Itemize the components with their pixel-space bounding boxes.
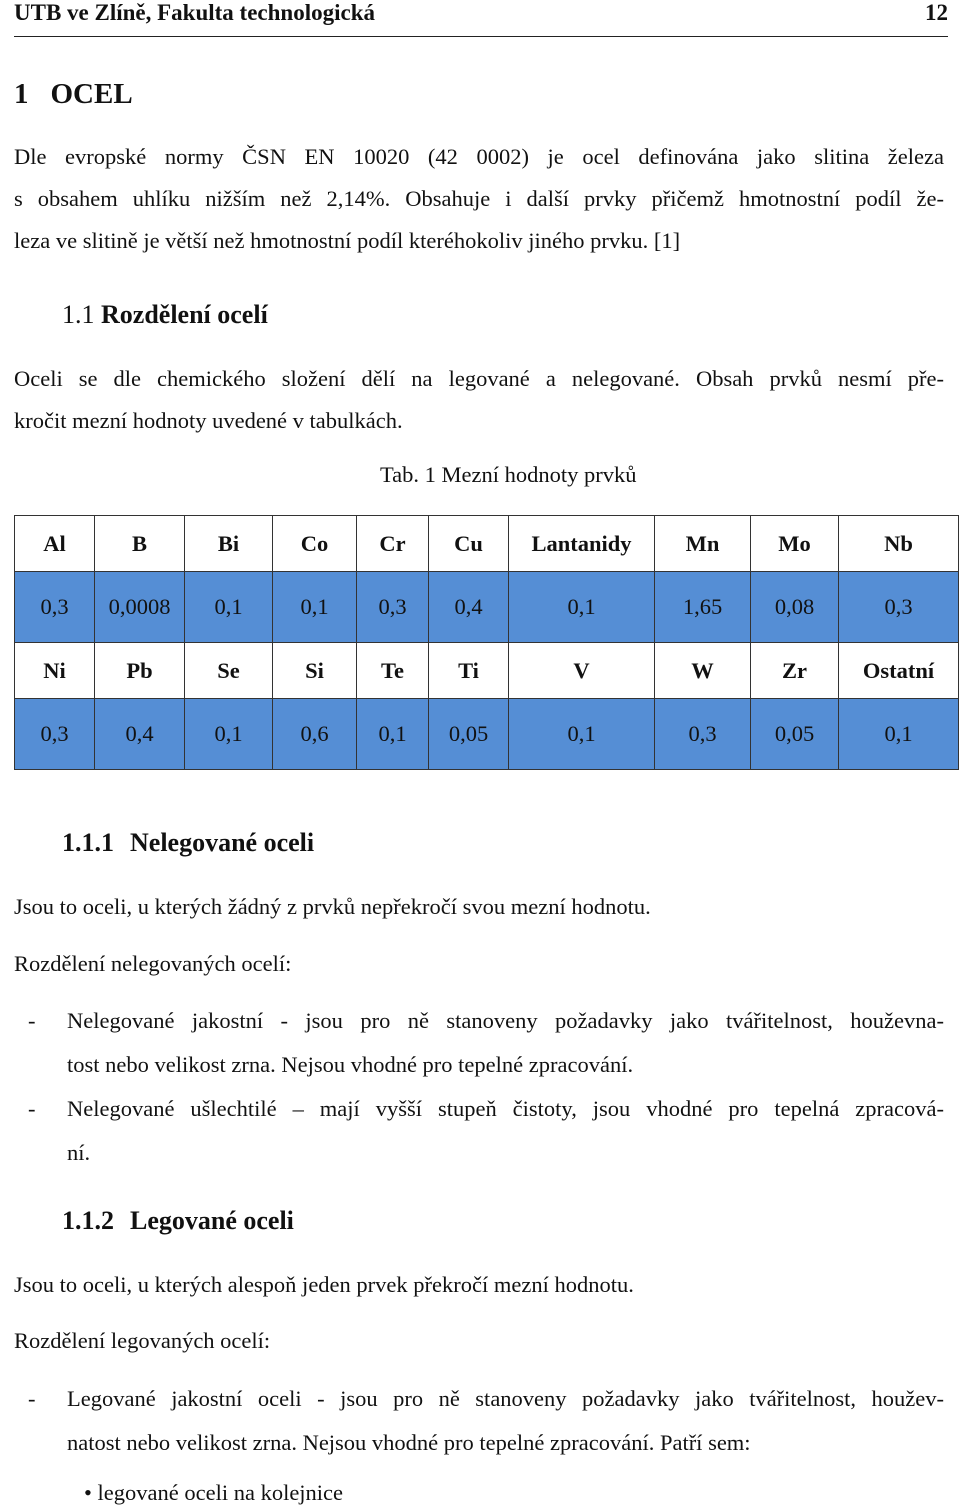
intro-line: leza ve slitině je větší než hmotnostní podíl kteréhokoliv jiného prvku. [1] (14, 228, 681, 253)
list-line: ní. (67, 1140, 91, 1165)
paragraph: Rozdělení legovaných ocelí: (14, 1328, 271, 1353)
list-item (14, 999, 944, 1087)
chapter-title: OCEL (50, 78, 133, 110)
list-item (14, 1377, 944, 1465)
paragraph: Rozdělení nelegovaných ocelí: (14, 951, 292, 976)
limit-value: 0,3 (655, 699, 751, 770)
element-name: Co (273, 516, 357, 572)
table-row (15, 643, 959, 699)
subsection-title: Legované oceli (130, 1206, 294, 1235)
subsection-title: Nelegované oceli (130, 828, 315, 857)
limit-value: 0,1 (273, 572, 357, 643)
element-name: Ni (15, 643, 95, 699)
list-dash: - (28, 1096, 36, 1121)
limit-value: 0,3 (357, 572, 429, 643)
bullet-item (84, 1480, 343, 1506)
limit-value: 0,3 (15, 699, 95, 770)
limit-value: 0,3 (15, 572, 95, 643)
chapter-number: 1 (14, 78, 29, 110)
limit-value: 0,1 (185, 699, 273, 770)
element-name: Nb (839, 516, 959, 572)
element-name: Mn (655, 516, 751, 572)
chapter-heading (14, 78, 133, 111)
section-title: Rozdělení ocelí (101, 300, 268, 329)
list-dash: - (28, 1008, 36, 1033)
bullet-icon: • (84, 1480, 92, 1505)
limit-value: 1,65 (655, 572, 751, 643)
section-line: Oceli se dle chemického složení dělí na legované a nelegované. Obsah prvků nesmí pře- (14, 366, 944, 391)
element-name: Te (357, 643, 429, 699)
element-name: Ostatní (839, 643, 959, 699)
intro-line: Dle evropské normy ČSN EN 10020 (42 0002) je ocel definována jako slitina železa (14, 144, 944, 169)
page-header (14, 0, 948, 37)
limit-value: 0,1 (357, 699, 429, 770)
element-name: Cu (429, 516, 509, 572)
element-name: V (509, 643, 655, 699)
list-line: Nelegované ušlechtilé – mají vyšší stupeň čistoty, jsou vhodné pro tepelná zpracová- (67, 1096, 944, 1121)
element-name: Lantanidy (509, 516, 655, 572)
subsection-number: 1.1.1 (62, 828, 114, 857)
limit-value: 0,08 (751, 572, 839, 643)
limit-value: 0,1 (509, 572, 655, 643)
limit-value: 0,6 (273, 699, 357, 770)
element-name: Pb (95, 643, 185, 699)
element-name: Zr (751, 643, 839, 699)
list-item (14, 1087, 944, 1175)
list-line: Legované jakostní oceli - jsou pro ně stanoveny požadavky jako tvářitelnost, houžev- (67, 1386, 944, 1411)
paragraph: Jsou to oceli, u kterých alespoň jeden prvek překročí mezní hodnotu. (14, 1272, 634, 1297)
subsection-number: 1.1.2 (62, 1206, 114, 1235)
intro-paragraph (14, 136, 944, 262)
element-name: Ti (429, 643, 509, 699)
table-row (15, 516, 959, 572)
table-row (15, 699, 959, 770)
limit-value: 0,1 (185, 572, 273, 643)
section-heading (62, 300, 268, 330)
limit-value: 0,1 (839, 699, 959, 770)
bullet-text: legované oceli na kolejnice (97, 1480, 344, 1505)
limit-value: 0,0008 (95, 572, 185, 643)
element-name: Si (273, 643, 357, 699)
limit-value: 0,3 (839, 572, 959, 643)
element-name: B (95, 516, 185, 572)
section-number: 1.1 (62, 300, 95, 329)
list-line: Nelegované jakostní - jsou pro ně stanoveny požadavky jako tvářitelnost, houževna- (67, 1008, 944, 1033)
limit-value: 0,05 (429, 699, 509, 770)
table-row (15, 572, 959, 643)
element-name: Se (185, 643, 273, 699)
section-line: kročit mezní hodnoty uvedené v tabulkách. (14, 408, 403, 433)
element-name: W (655, 643, 751, 699)
limit-value: 0,1 (509, 699, 655, 770)
list-line: natost nebo velikost zrna. Nejsou vhodné pro tepelné zpracování. Patří sem: (67, 1430, 751, 1455)
element-name: Mo (751, 516, 839, 572)
limit-value: 0,4 (429, 572, 509, 643)
paragraph: Jsou to oceli, u kterých žádný z prvků nepřekročí svou mezní hodnotu. (14, 894, 651, 919)
element-name: Al (15, 516, 95, 572)
list-line: tost nebo velikost zrna. Nejsou vhodné pro tepelné zpracování. (67, 1052, 634, 1077)
intro-line: s obsahem uhlíku nižším než 2,14%. Obsahuje i další prvky přičemž hmotnostní podíl že- (14, 186, 944, 211)
limits-table (14, 515, 959, 770)
subsection-heading (62, 828, 314, 858)
list-dash: - (28, 1386, 36, 1411)
element-name: Bi (185, 516, 273, 572)
limit-value: 0,4 (95, 699, 185, 770)
header-institution: UTB ve Zlíně, Fakulta technologická (14, 0, 375, 25)
limit-value: 0,05 (751, 699, 839, 770)
subsection-heading (62, 1206, 294, 1236)
table-caption: Tab. 1 Mezní hodnoty prvků (380, 462, 637, 487)
section-paragraph (14, 358, 944, 442)
page-number: 12 (925, 0, 948, 25)
element-name: Cr (357, 516, 429, 572)
